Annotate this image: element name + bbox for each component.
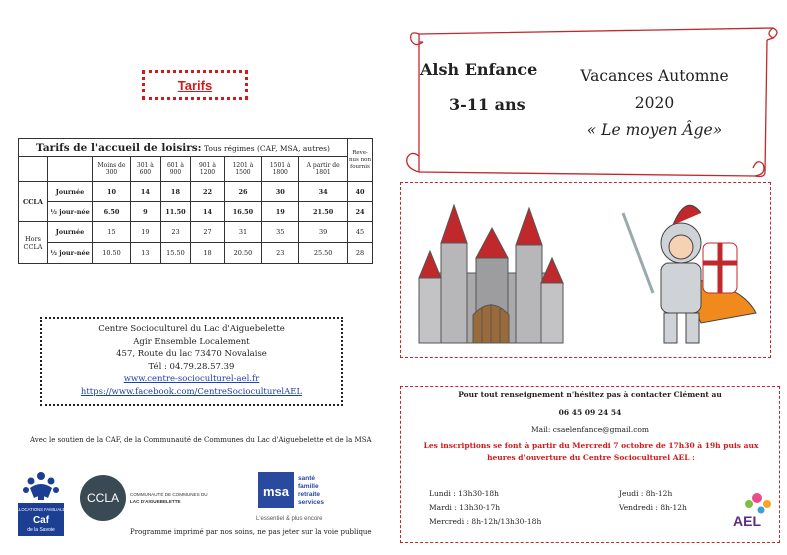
hours-left — [429, 487, 541, 529]
table-cell: 15.50 — [160, 243, 190, 264]
table-cell: 10 — [93, 182, 131, 202]
row-label: ½ jour-née — [48, 202, 93, 222]
svg-text:AEL: AEL — [733, 513, 761, 529]
table-cell: 11.50 — [160, 202, 190, 222]
table-cell: 21.50 — [299, 202, 348, 222]
column-header: A partir de 1801 — [299, 157, 348, 182]
ccla-logo — [78, 473, 238, 523]
info-box — [400, 386, 780, 543]
phone-number: Tél : 04.79.28.57.39 — [148, 361, 235, 372]
table-cell: 10.50 — [93, 243, 131, 264]
hours-wednesday: Mercredi : 8h-12h/13h30-18h — [429, 517, 542, 526]
table-cell: 18 — [160, 182, 190, 202]
contact-mail: Mail: csaelenfance@gmail.com — [530, 425, 650, 434]
contact-line: Pour tout renseignement n'hésitez pas à contacter Clément au — [458, 390, 722, 399]
table-cell: 16.50 — [224, 202, 261, 222]
footer-note: Programme imprimé par nos soins, ne pas jeter sur la voie publique — [130, 528, 372, 536]
table-row — [19, 182, 373, 202]
column-header: 1501 à 1800 — [262, 157, 299, 182]
association-name: Agir Ensemble Localement — [133, 336, 250, 347]
table-cell: 40 — [348, 182, 373, 202]
age-range: 3-11 ans — [449, 95, 526, 114]
table-cell: 30 — [262, 182, 299, 202]
table-cell: 25.50 — [299, 243, 348, 264]
castle-illustration — [401, 183, 770, 357]
postal-address: 457, Route du lac 73470 Novalaise — [116, 349, 267, 359]
svg-text:famille: famille — [298, 483, 319, 490]
svg-text:services: services — [298, 499, 325, 506]
website-link[interactable]: www.centre-socioculturel-ael.fr — [123, 374, 260, 384]
table-corner — [19, 157, 48, 182]
season-title: Vacances Automne — [580, 67, 729, 85]
table-cell: 27 — [191, 222, 225, 243]
contact-phone: 06 45 09 24 54 — [558, 408, 622, 417]
column-header: 601 à 900 — [160, 157, 190, 182]
table-row — [19, 243, 373, 264]
svg-text:CCLA: CCLA — [86, 491, 120, 505]
svg-text:L'essentiel & plus encore: L'essentiel & plus encore — [256, 516, 323, 522]
table-cell: 20.50 — [224, 243, 261, 264]
msa-logo — [256, 470, 356, 525]
svg-text:Caf: Caf — [32, 515, 50, 526]
table-cell: 14 — [191, 202, 225, 222]
table-cell: 23 — [160, 222, 190, 243]
table-cell: 15 — [93, 222, 131, 243]
svg-text:msa: msa — [262, 484, 290, 499]
table-cell: 23 — [262, 243, 299, 264]
inscription-text: Les inscriptions se font à partir du Mercredi 7 octobre de 17h30 à 19h puis aux heures d'ouverture du Centre Socioculturel AEL : — [423, 441, 759, 462]
hours-monday: Lundi : 13h30-18h — [429, 489, 499, 498]
hours-thursday: Jeudi : 8h-12h — [619, 489, 673, 498]
table-cell: 28 — [348, 243, 373, 264]
ael-logo — [727, 490, 777, 536]
column-header: 901 à 1200 — [191, 157, 225, 182]
row-label: Journée — [48, 222, 93, 243]
svg-text:COMMUNAUTÉ DE COMMUNES DU: COMMUNAUTÉ DE COMMUNES DU — [130, 492, 208, 497]
table-cell: 45 — [348, 222, 373, 243]
tarifs-label: Tarifs — [177, 77, 213, 93]
svg-text:santé: santé — [298, 475, 315, 482]
svg-text:retraite: retraite — [298, 491, 321, 498]
table-cell: 22 — [191, 182, 225, 202]
column-header: Moins de 300 — [93, 157, 131, 182]
table-cell: 35 — [262, 222, 299, 243]
group-label: Hors CCLA — [19, 222, 48, 264]
group-label: CCLA — [19, 182, 48, 222]
program-title: Alsh Enfance — [420, 60, 538, 79]
table-cell: 18 — [191, 243, 225, 264]
table-cell: 14 — [131, 182, 161, 202]
hours-friday: Vendredi : 8h-12h — [619, 503, 687, 512]
table-cell: 31 — [224, 222, 261, 243]
pricing-table — [18, 138, 373, 264]
support-text: Avec le soutien de la CAF, de la Communauté de Communes du Lac d'Aiguebelette et de la MSA — [30, 436, 372, 444]
address-box — [40, 317, 343, 406]
table-cell: 34 — [299, 182, 348, 202]
row-label: Journée — [48, 182, 93, 202]
tarifs-badge — [142, 70, 248, 100]
table-cell: 26 — [224, 182, 261, 202]
table-title: Tarifs de l'accueil de loisirs: Tous régimes (CAF, MSA, autres) — [19, 139, 348, 157]
illustration-box — [400, 182, 771, 358]
theme-title: « Le moyen Âge» — [586, 121, 723, 139]
table-row — [19, 202, 373, 222]
svg-text:de la Savoie: de la Savoie — [27, 527, 55, 533]
caf-logo — [13, 468, 69, 536]
svg-text:LAC D'AIGUEBELETTE: LAC D'AIGUEBELETTE — [130, 499, 181, 504]
table-row — [19, 222, 373, 243]
table-corner — [48, 157, 93, 182]
table-cell: 9 — [131, 202, 161, 222]
column-header: 1201 à 1500 — [224, 157, 261, 182]
facebook-link[interactable]: https://www.facebook.com/CentreSocioculturelAEL — [80, 386, 303, 397]
centre-name: Centre Socioculturel du Lac d'Aiguebelette — [98, 324, 285, 334]
table-cell: 6.50 — [93, 202, 131, 222]
table-cell: 19 — [262, 202, 299, 222]
revenus-header: Reve-nus non fournis — [348, 139, 373, 182]
year: 2020 — [634, 94, 675, 112]
hours-right — [619, 487, 687, 515]
table-cell: 24 — [348, 202, 373, 222]
column-header: 301 à 600 — [131, 157, 161, 182]
svg-text:ALLOCATIONS FAMILIALES: ALLOCATIONS FAMILIALES — [13, 507, 69, 512]
table-cell: 19 — [131, 222, 161, 243]
table-cell: 39 — [299, 222, 348, 243]
row-label: ½ jour-née — [48, 243, 93, 264]
hours-tuesday: Mardi : 13h30-17h — [429, 503, 501, 512]
table-cell: 13 — [131, 243, 161, 264]
